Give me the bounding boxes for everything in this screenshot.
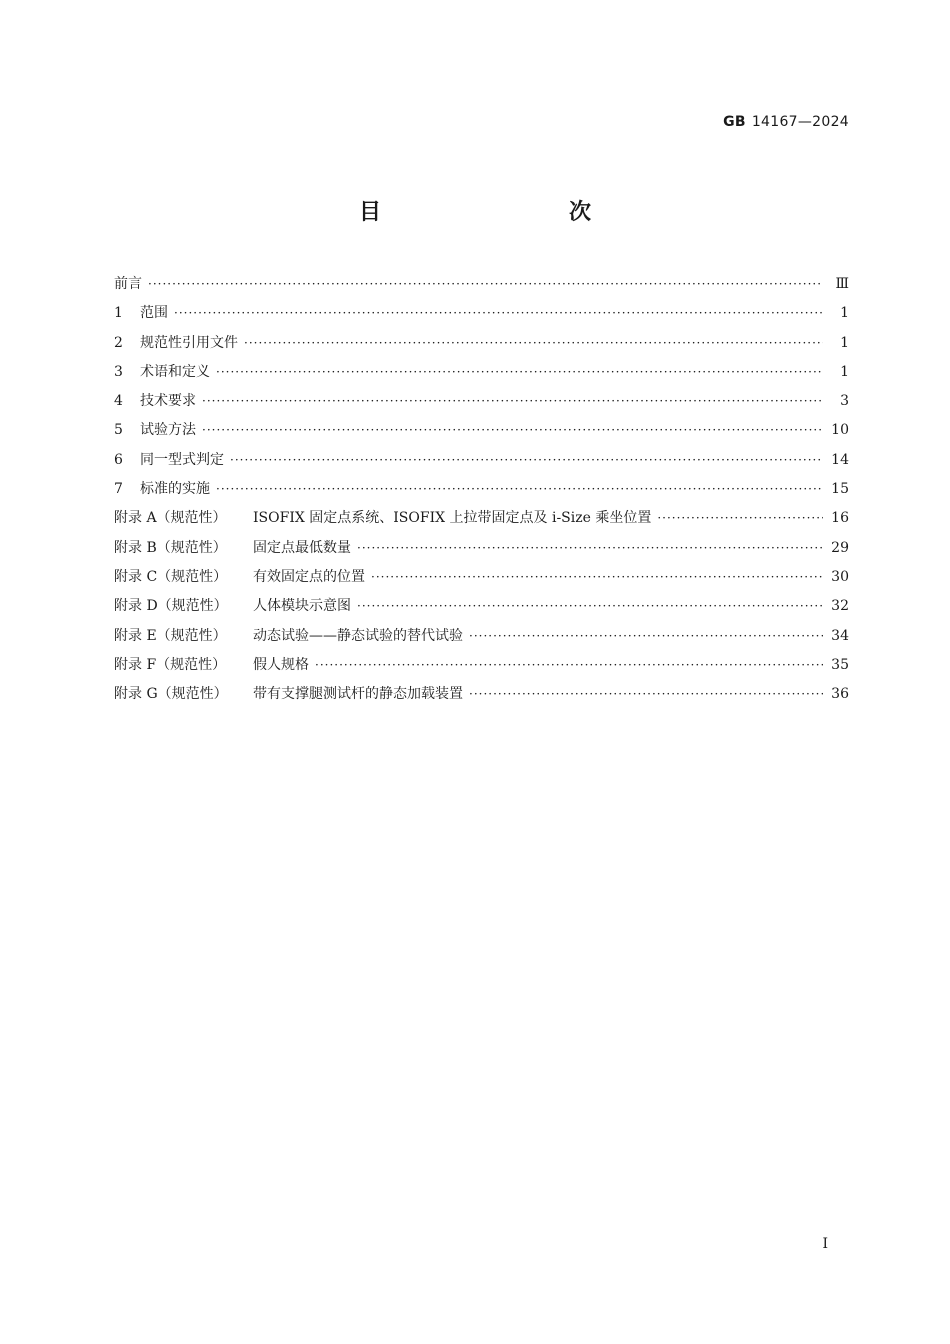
toc-entry-label: 前言 xyxy=(114,276,142,292)
toc-entry-label: 有效固定点的位置 xyxy=(253,568,365,585)
toc-appendix-label: 附录 E（规范性） xyxy=(114,627,227,644)
toc-entry-appendix-a[interactable] xyxy=(114,508,849,537)
toc-entry-number: 3 xyxy=(114,363,123,380)
toc-leader-dots xyxy=(469,626,823,646)
standard-number: 14167—2024 xyxy=(751,114,849,130)
toc-entry-label: 假人规格 xyxy=(253,656,309,673)
toc-entry-6[interactable] xyxy=(114,450,849,479)
toc-entry-appendix-c[interactable] xyxy=(114,567,849,596)
toc-entry-label: ISOFIX 固定点系统、ISOFIX 上拉带固定点及 i-Size 乘坐位置 xyxy=(253,510,652,527)
toc-entry-label: 带有支撑腿测试杆的静态加载装置 xyxy=(253,686,463,703)
toc-entry-label: 同一型式判定 xyxy=(140,451,224,468)
toc-entry-page: 36 xyxy=(831,686,849,703)
toc-entry-page: Ⅲ xyxy=(835,276,849,292)
toc-entry-label: 范围 xyxy=(140,305,168,322)
toc-entry-3[interactable] xyxy=(114,362,849,391)
toc-entry-page: 3 xyxy=(840,393,849,410)
toc-leader-dots xyxy=(216,362,823,382)
toc-entry-label: 人体模块示意图 xyxy=(253,598,351,615)
toc-entry-appendix-d[interactable] xyxy=(114,596,849,625)
toc-entry-number: 1 xyxy=(114,305,123,322)
toc-entry-label: 固定点最低数量 xyxy=(253,539,351,556)
toc-entry-2[interactable] xyxy=(114,333,849,362)
toc-entry-number: 2 xyxy=(114,334,123,351)
toc-entry-label: 术语和定义 xyxy=(140,363,210,380)
toc-entry-page: 32 xyxy=(831,598,849,615)
toc-leader-dots xyxy=(148,274,823,294)
toc-leader-dots xyxy=(657,508,823,528)
toc-entry-page: 35 xyxy=(831,656,849,673)
toc-entry-number: 5 xyxy=(114,422,123,439)
toc-leader-dots xyxy=(230,450,823,470)
toc-entry-page: 34 xyxy=(831,627,849,644)
toc-entry-page: 14 xyxy=(831,451,849,468)
toc-entry-page: 1 xyxy=(840,363,849,380)
toc-entry-7[interactable] xyxy=(114,479,849,508)
toc-entry-appendix-f[interactable] xyxy=(114,655,849,684)
toc-appendix-label: 附录 C（规范性） xyxy=(114,568,228,585)
toc-leader-dots xyxy=(202,391,823,411)
toc-entry-appendix-g[interactable] xyxy=(114,684,849,713)
toc-appendix-label: 附录 D（规范性） xyxy=(114,598,228,615)
page-title: 目 次 xyxy=(358,200,639,225)
toc-entry-page: 10 xyxy=(831,422,849,439)
toc-entry-4[interactable] xyxy=(114,391,849,420)
toc-leader-dots xyxy=(174,303,823,323)
toc-entry-appendix-e[interactable] xyxy=(114,626,849,655)
toc-entry-appendix-b[interactable] xyxy=(114,538,849,567)
standard-code xyxy=(723,114,849,130)
toc-appendix-label: 附录 F（规范性） xyxy=(114,656,227,673)
toc-leader-dots xyxy=(357,538,823,558)
toc-entry-label: 试验方法 xyxy=(140,422,196,439)
toc-entry-number: 4 xyxy=(114,393,123,410)
toc-entry-number: 6 xyxy=(114,451,123,468)
toc-entry-page: 1 xyxy=(840,305,849,322)
toc-entry-label: 标准的实施 xyxy=(140,481,210,498)
toc-entry-page: 29 xyxy=(831,539,849,556)
toc-entry-5[interactable] xyxy=(114,420,849,449)
toc-leader-dots xyxy=(216,479,823,499)
toc-entry-foreword[interactable] xyxy=(114,274,849,303)
toc-entry-page: 15 xyxy=(831,481,849,498)
toc-leader-dots xyxy=(469,684,823,704)
toc-leader-dots xyxy=(202,420,823,440)
toc-leader-dots xyxy=(244,333,823,353)
toc-entry-page: 1 xyxy=(840,334,849,351)
toc-entry-page: 30 xyxy=(831,568,849,585)
toc-entry-number: 7 xyxy=(114,481,123,498)
toc-appendix-label: 附录 B（规范性） xyxy=(114,539,227,556)
table-of-contents xyxy=(114,274,849,713)
toc-leader-dots xyxy=(357,596,823,616)
toc-leader-dots xyxy=(315,655,823,675)
toc-appendix-label: 附录 G（规范性） xyxy=(114,686,228,703)
toc-entry-label: 技术要求 xyxy=(140,393,196,410)
toc-entry-label: 动态试验——静态试验的替代试验 xyxy=(253,627,463,644)
toc-appendix-label: 附录 A（规范性） xyxy=(114,510,227,527)
toc-entry-label: 规范性引用文件 xyxy=(140,334,238,351)
standard-prefix: GB xyxy=(723,114,746,130)
toc-entry-1[interactable] xyxy=(114,303,849,332)
page-number: I xyxy=(822,1236,828,1252)
toc-leader-dots xyxy=(371,567,823,587)
toc-entry-page: 16 xyxy=(831,510,849,527)
